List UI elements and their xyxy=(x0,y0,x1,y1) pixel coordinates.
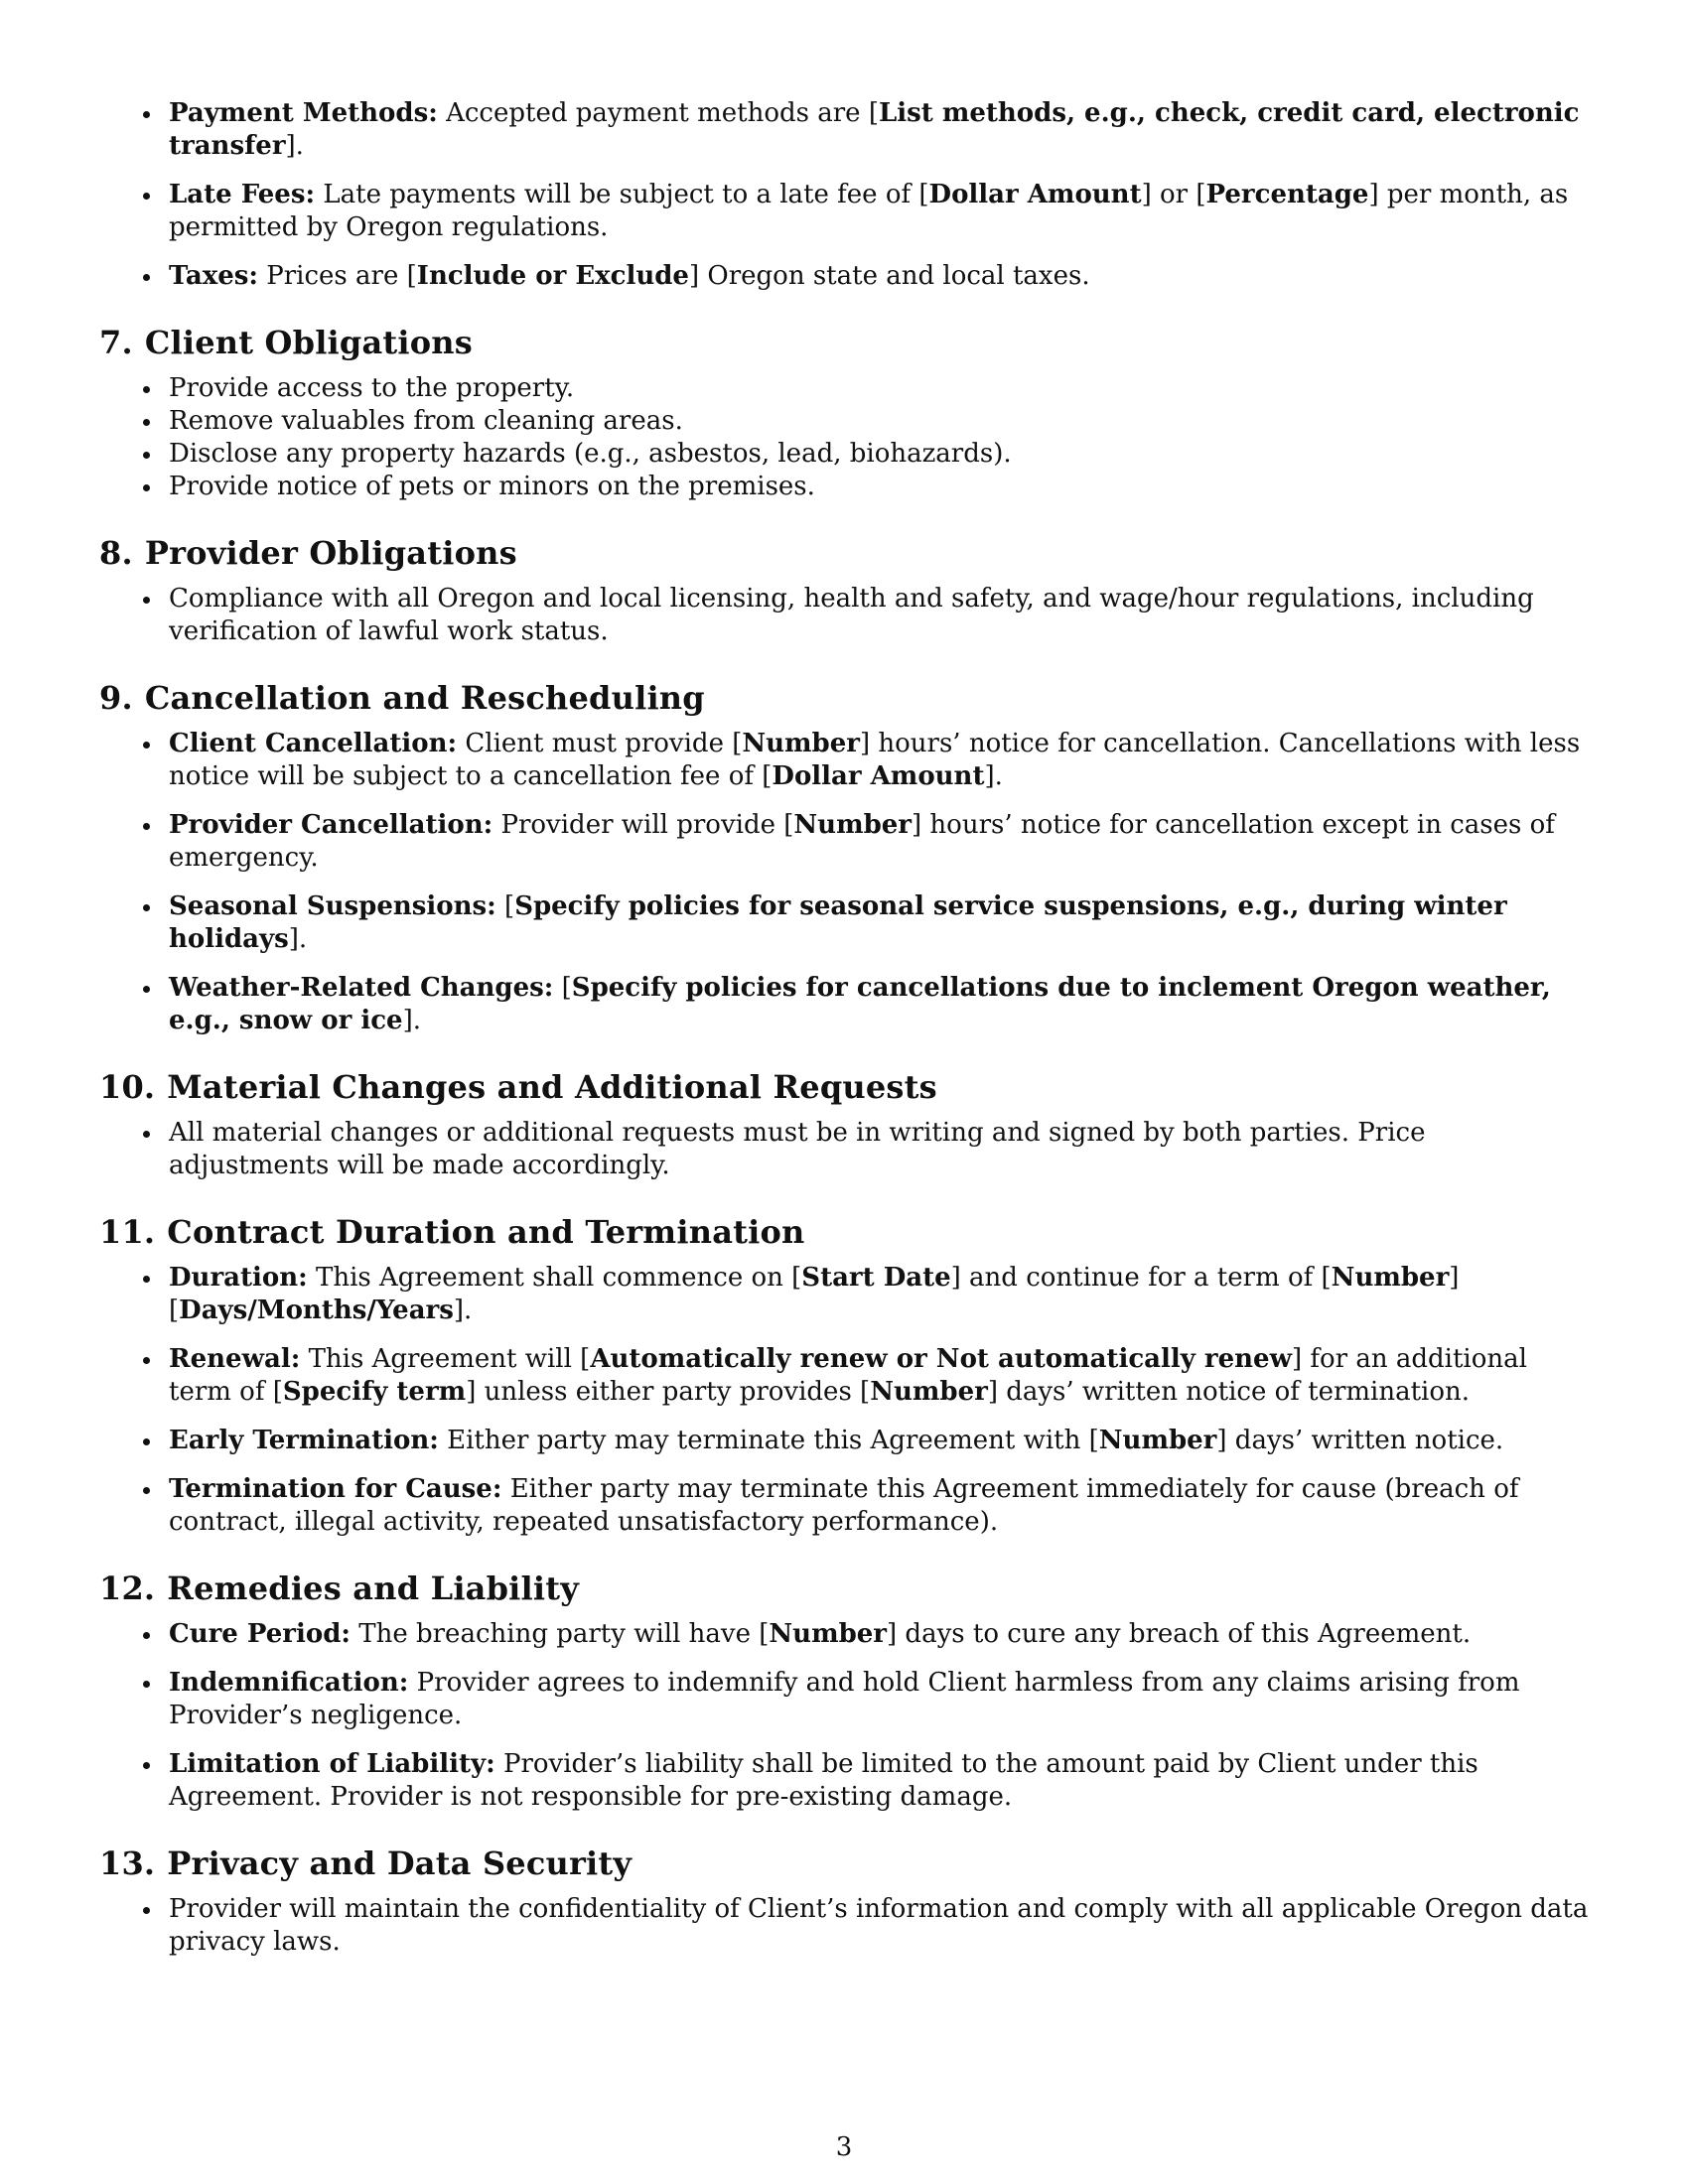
bold-text: Dollar Amount xyxy=(772,761,985,791)
bold-text: Percentage xyxy=(1205,180,1369,209)
section xyxy=(99,678,1591,1037)
bold-text: Days/Months/Years xyxy=(179,1296,454,1325)
list-item xyxy=(99,1667,1591,1732)
bold-text: Duration: xyxy=(169,1263,308,1293)
bold-text: List methods, e.g., check, credit card, electronic transfer xyxy=(169,98,1580,161)
list-item xyxy=(99,583,1591,648)
list-item xyxy=(99,471,1591,503)
section-number: 13. xyxy=(99,1844,156,1882)
body-text: Either party may terminate this Agreement with [ xyxy=(438,1426,1099,1455)
bold-text: Provider Cancellation: xyxy=(169,810,493,840)
section-list xyxy=(99,583,1591,648)
body-text: ] days to cure any breach of this Agreement. xyxy=(887,1619,1472,1649)
section-title: Client Obligations xyxy=(144,324,473,361)
list-item xyxy=(99,1473,1591,1539)
section-number: 8. xyxy=(99,534,133,572)
section xyxy=(99,1569,1591,1814)
list-item xyxy=(99,1262,1591,1327)
section-title: Cancellation and Rescheduling xyxy=(144,679,705,717)
bold-text: Renewal: xyxy=(169,1344,301,1374)
body-text: Remove valuables from cleaning areas. xyxy=(169,406,683,436)
bold-text: Taxes: xyxy=(169,261,258,291)
bold-text: Number xyxy=(769,1619,888,1649)
bold-text: Start Date xyxy=(801,1263,951,1293)
section-number: 9. xyxy=(99,679,133,717)
section-heading xyxy=(99,1067,1591,1107)
list-item xyxy=(99,1343,1591,1409)
bold-text: Seasonal Suspensions: xyxy=(169,891,496,921)
body-text: ] or [ xyxy=(1141,180,1206,209)
section xyxy=(99,533,1591,648)
section-list xyxy=(99,1618,1591,1814)
list-item xyxy=(99,97,1591,163)
section-heading xyxy=(99,533,1591,573)
section-title: Remedies and Liability xyxy=(167,1570,580,1607)
body-text: ]. xyxy=(984,761,1003,791)
body-text: [ xyxy=(495,891,515,921)
bold-text: Number xyxy=(1098,1426,1217,1455)
bold-text: Specify term xyxy=(282,1377,467,1407)
list-item xyxy=(99,1618,1591,1651)
body-text: Client must provide [ xyxy=(457,729,743,758)
bold-text: Specify policies for cancellations due to inclement Oregon weather, e.g., snow or ice xyxy=(169,973,1551,1035)
body-text: ] days’ written notice of termination. xyxy=(987,1377,1471,1407)
bold-text: Late Fees: xyxy=(169,180,316,209)
sections-container xyxy=(99,323,1591,1959)
body-text: ] Oregon state and local taxes. xyxy=(688,261,1090,291)
body-text: All material changes or additional requests must be in writing and signed by both parties. Price adjustments will be made accordingly. xyxy=(169,1118,1426,1180)
list-item xyxy=(99,1425,1591,1457)
bold-text: Payment Methods: xyxy=(169,98,438,128)
body-text: This Agreement will [ xyxy=(300,1344,591,1374)
body-text: [ xyxy=(553,973,572,1003)
bold-text: Cure Period: xyxy=(169,1619,351,1649)
bold-text: Early Termination: xyxy=(169,1426,439,1455)
body-text: Accepted payment methods are [ xyxy=(437,98,879,128)
section-list xyxy=(99,1893,1591,1959)
section-number: 7. xyxy=(99,324,133,361)
section-list xyxy=(99,1262,1591,1539)
bold-text: Number xyxy=(870,1377,988,1407)
section-title: Privacy and Data Security xyxy=(167,1844,633,1882)
body-text: ] hours’ notice for cancellation. Cancellations with less notice will be subject to a cancellation fee of [ xyxy=(169,729,1581,791)
body-text: Provider agrees to indemnify and hold Client harmless from any claims arising from Provider’s negligence. xyxy=(169,1668,1520,1730)
bold-text: Number xyxy=(742,729,860,758)
bold-text: Specify policies for seasonal service suspensions, e.g., during winter holidays xyxy=(169,891,1507,954)
section-title: Provider Obligations xyxy=(144,534,517,572)
list-item xyxy=(99,890,1591,956)
body-text: Either party may terminate this Agreement immediately for cause (breach of contract, illegal activity, repeated unsatisfactory performance). xyxy=(169,1474,1519,1537)
body-text: This Agreement shall commence on [ xyxy=(307,1263,802,1293)
section xyxy=(99,1212,1591,1539)
list-item xyxy=(99,405,1591,438)
bold-text: Dollar Amount xyxy=(928,180,1142,209)
section-heading xyxy=(99,1569,1591,1608)
list-item xyxy=(99,179,1591,244)
body-text: Late payments will be subject to a late fee of [ xyxy=(315,180,929,209)
list-item xyxy=(99,1893,1591,1959)
bold-text: Weather-Related Changes: xyxy=(169,973,554,1003)
section-number: 11. xyxy=(99,1213,156,1251)
list-item xyxy=(99,260,1591,293)
bold-text: Number xyxy=(793,810,913,840)
section-title: Material Changes and Additional Requests xyxy=(167,1068,937,1106)
body-text: ] for an additional term of [ xyxy=(169,1344,1527,1407)
bold-text: Termination for Cause: xyxy=(169,1474,502,1504)
list-item xyxy=(99,972,1591,1037)
page-number: 3 xyxy=(835,2132,853,2162)
body-text: ] and continue for a term of [ xyxy=(950,1263,1332,1293)
section xyxy=(99,1843,1591,1959)
section xyxy=(99,323,1591,503)
body-text: ]. xyxy=(288,924,308,954)
bold-text: Include or Exclude xyxy=(416,261,689,291)
section-list xyxy=(99,728,1591,1037)
body-text: ]. xyxy=(285,131,304,161)
section-number: 12. xyxy=(99,1570,156,1607)
bold-text: Limitation of Liability: xyxy=(169,1749,495,1779)
section-heading xyxy=(99,323,1591,362)
list-item xyxy=(99,372,1591,405)
list-item xyxy=(99,728,1591,793)
body-text: ] days’ written notice. xyxy=(1216,1426,1504,1455)
bold-text: Indemnification: xyxy=(169,1668,409,1698)
section-heading xyxy=(99,1843,1591,1883)
section xyxy=(99,1067,1591,1182)
section-list xyxy=(99,1117,1591,1182)
section-heading xyxy=(99,1212,1591,1252)
body-text: ]. xyxy=(453,1296,473,1325)
body-text: ] hours’ notice for cancellation except in cases of emergency. xyxy=(169,810,1555,873)
body-text: Disclose any property hazards (e.g., asbestos, lead, biohazards). xyxy=(169,439,1012,469)
section-list xyxy=(99,372,1591,503)
body-text: Prices are [ xyxy=(257,261,417,291)
body-text: Provider’s liability shall be limited to the amount paid by Client under this Agreement. Provider is not responsible for pre-existing damage. xyxy=(169,1749,1478,1812)
payment-terms-list xyxy=(99,97,1591,293)
document-body xyxy=(99,97,1591,1959)
body-text: Provide notice of pets or minors on the premises. xyxy=(169,472,815,501)
section-title: Contract Duration and Termination xyxy=(167,1213,805,1251)
bold-text: Number xyxy=(1331,1263,1450,1293)
body-text: The breaching party will have [ xyxy=(350,1619,770,1649)
body-text: Provide access to the property. xyxy=(169,373,575,403)
body-text: ] unless either party provides [ xyxy=(466,1377,871,1407)
body-text: Compliance with all Oregon and local licensing, health and safety, and wage/hour regulations, including verification of lawful work status. xyxy=(169,584,1534,646)
list-item xyxy=(99,1748,1591,1814)
body-text: Provider will provide [ xyxy=(492,810,794,840)
list-item xyxy=(99,809,1591,875)
body-text: Provider will maintain the confidentiality of Client’s information and comply with all applicable Oregon data privacy laws. xyxy=(169,1894,1589,1957)
bold-text: Client Cancellation: xyxy=(169,729,458,758)
list-item xyxy=(99,1117,1591,1182)
list-item xyxy=(99,438,1591,471)
section-number: 10. xyxy=(99,1068,156,1106)
bold-text: Automatically renew or Not automatically renew xyxy=(590,1344,1292,1374)
body-text: ] [ xyxy=(169,1263,1460,1325)
section-heading xyxy=(99,678,1591,718)
body-text: ]. xyxy=(402,1006,422,1035)
body-text: ] per month, as permitted by Oregon regulations. xyxy=(169,180,1569,242)
